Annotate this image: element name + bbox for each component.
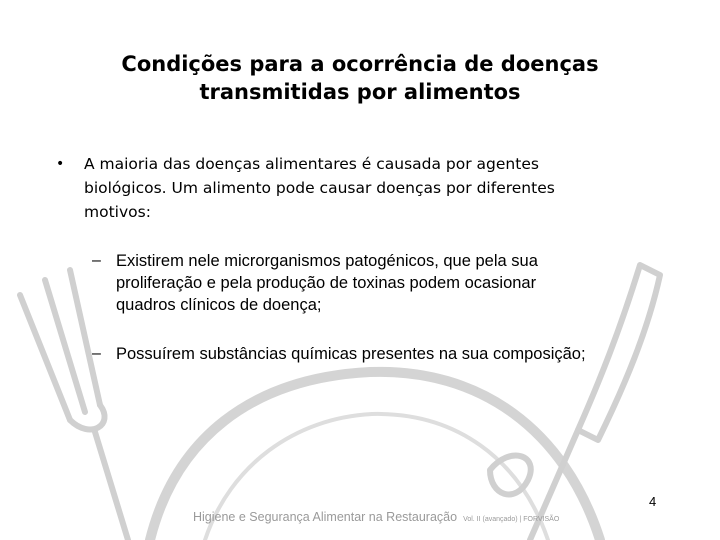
slide-title-line-2: transmitidas por alimentos [199,80,521,104]
bullet-point [84,152,644,224]
slide-title [60,50,660,106]
page-number: 4 [649,494,657,509]
bullet-line: A maioria das doenças alimentares é causada por agentes [84,155,539,173]
sub-item-chemicals [116,343,706,365]
footer [193,510,559,524]
sub-item-line: Possuírem substâncias químicas presentes na sua composição; [116,345,586,363]
sub-item-microorganisms [116,250,706,316]
footer-small-text: Vol. II (avançado) | FORVISÃO [463,516,560,523]
slide-title-line-1: Condições para a ocorrência de doenças [121,52,599,76]
bullet-line: motivos: [84,203,151,221]
bullet-marker: • [56,156,65,172]
bullet-line: biológicos. Um alimento pode causar doenças por diferentes [84,179,555,197]
sub-item-line: Existirem nele microrganismos patogénicos, que pela sua [116,252,538,270]
sub-item-dash: – [92,345,101,362]
fork-tine-1 [20,295,70,420]
sub-item-line: quadros clínicos de doença; [116,296,322,314]
fork-handle [95,432,128,540]
fork-neck [70,405,105,429]
footer-text: Higiene e Segurança Alimentar na Restauração [193,510,458,524]
sub-item-dash: – [92,252,101,269]
sub-item-line: proliferação e pela produção de toxinas podem ocasionar [116,274,537,292]
